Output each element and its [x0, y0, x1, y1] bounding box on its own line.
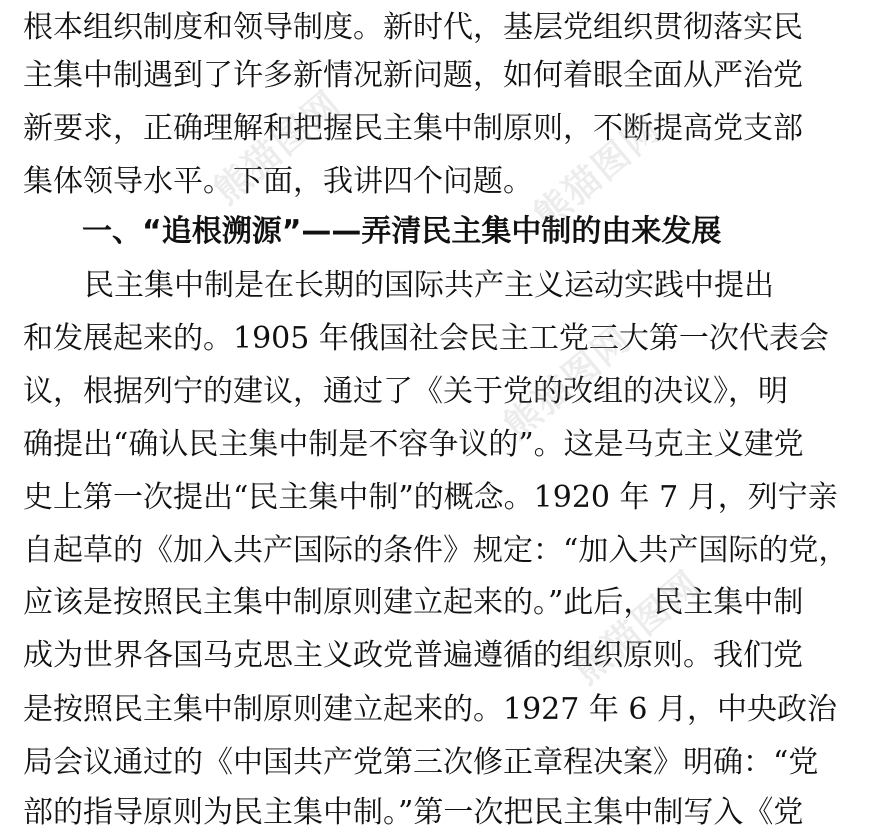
text-line-6: 民主集中制是在长期的国际共产主义运动实践中提出 — [84, 268, 774, 303]
text-line-14: 是按照民主集中制原则建立起来的。1927 年 6 月，中央政治 — [23, 692, 838, 727]
text-line-10: 史上第一次提出“民主集中制”的概念。1920 年 7 月，列宁亲 — [23, 480, 838, 515]
text-line-3: 新要求，正确理解和把握民主集中制原则，不断提高党支部 — [23, 111, 803, 146]
text-line-2: 主集中制遇到了许多新情况新问题，如何着眼全面从严治党 — [23, 58, 803, 93]
text-line-7: 和发展起来的。1905 年俄国社会民主工党三大第一次代表会 — [23, 321, 829, 356]
text-line-12: 应该是按照民主集中制原则建立起来的。”此后，民主集中制 — [23, 585, 804, 620]
text-line-16: 部的指导原则为民主集中制。”第一次把民主集中制写入《党 — [23, 795, 804, 830]
text-line-11: 自起草的《加入共产国际的条件》规定：“加入共产国际的党， — [23, 533, 849, 568]
watermark: 熊猫图网 — [566, 563, 710, 693]
text-line-9: 确提出“确认民主集中制是不容争议的”。这是马克主义建党 — [23, 427, 804, 462]
watermark: 熊猫图网 — [526, 108, 670, 238]
section-heading: 一、“追根溯源”——弄清民主集中制的由来发展 — [82, 214, 722, 249]
text-line-13: 成为世界各国马克思主义政党普遍遵循的组织原则。我们党 — [23, 638, 803, 673]
text-line-8: 议，根据列宁的建议，通过了《关于党的改组的决议》，明 — [23, 374, 788, 409]
text-line-15: 局会议通过的《中国共产党第三次修正章程决案》明确：“党 — [23, 745, 819, 780]
watermark: 熊猫图网 — [496, 318, 640, 448]
text-line-4: 集体领导水平。下面，我讲四个问题。 — [23, 164, 533, 199]
watermark: 熊猫图网 — [206, 83, 350, 213]
text-line-1: 根本组织制度和领导制度。新时代，基层党组织贯彻落实民 — [23, 10, 803, 45]
